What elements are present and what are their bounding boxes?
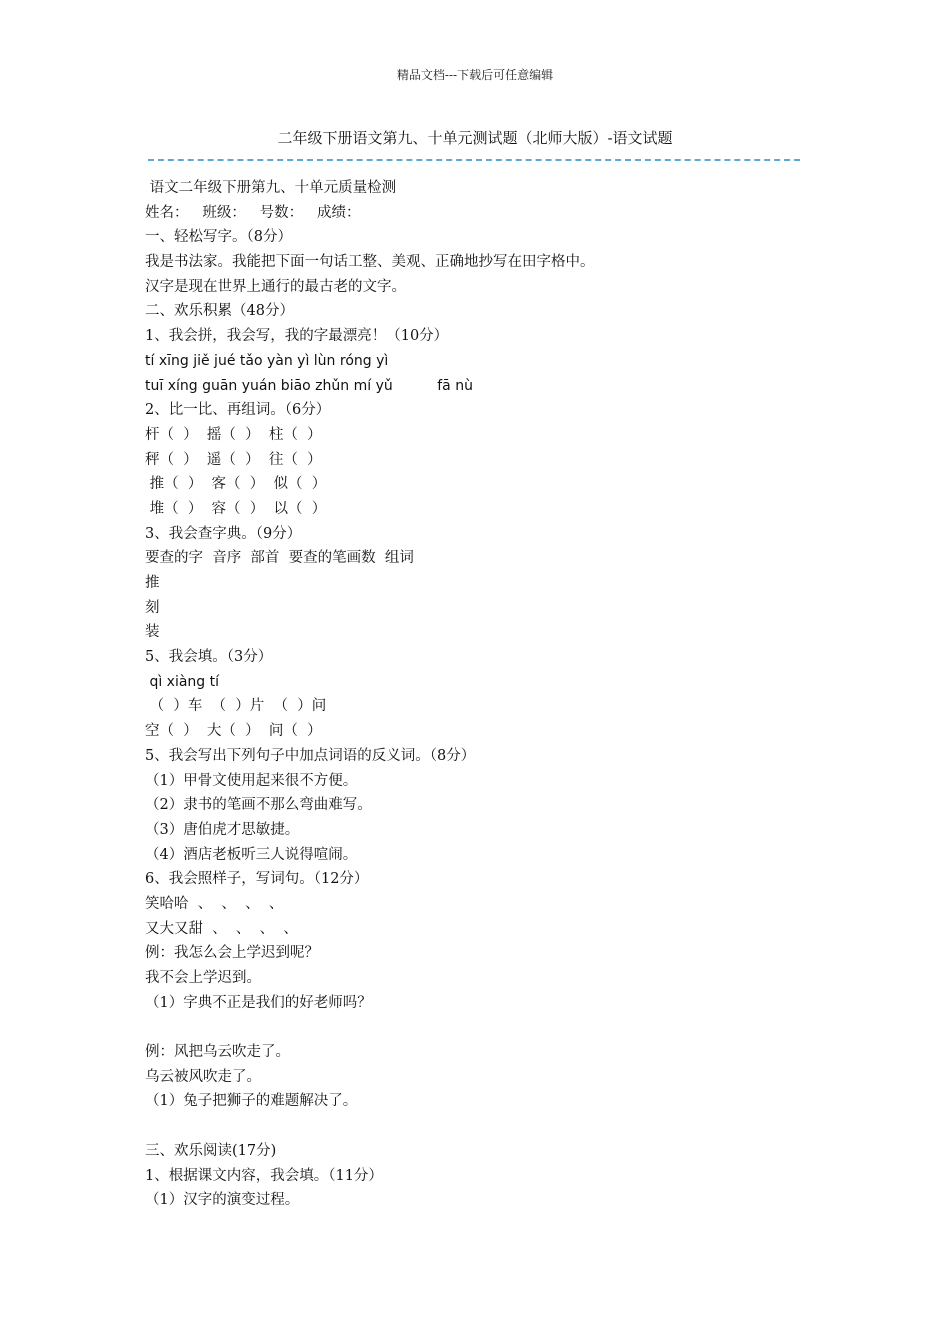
document-line: 一、轻松写字。（8分） [145,229,292,246]
document-line: 推 [145,575,160,591]
document-line [145,1015,825,1040]
document-line: 6、我会照样子，写词句。（12分） [145,871,369,888]
document-line: 5、我会写出下列句子中加点词语的反义词。（8分） [145,747,476,764]
document-line: 1、我会拼，我会写，我的字最漂亮！（10分） [145,328,449,345]
document-line: （4）酒店老板听三人说得喧闹。 [145,846,358,863]
document-line: 例：风把乌云吹走了。 [145,1044,290,1061]
document-line: （3）唐伯虎才思敏捷。 [145,821,300,838]
document-line: 我是书法家。我能把下面一句话工整、美观、正确地抄写在田字格中。 [145,254,595,271]
document-line: 又大又甜 、 、 、 、 [145,920,298,937]
document-line: 三、欢乐阅读(17分) [145,1142,277,1159]
document-line: （ ）车 （ ）片 （ ）问 [145,698,327,715]
document-line: 例：我怎么会上学迟到呢？ [145,945,319,962]
document-line: 推（ ） 客（ ） 似（ ） [145,476,327,493]
document-line: qì xiàng tí [145,673,220,690]
document-line: 2、比一比、再组词。（6分） [145,402,331,419]
document-body [145,176,825,1213]
document-line: 姓名： 班级： 号数： 成绩： [145,204,361,221]
document-line [145,1114,825,1139]
document-line: 我不会上学迟到。 [145,970,261,986]
document-line: 3、我会查字典。（9分） [145,525,302,542]
page-header: 精品文档---下载后可任意编辑 [396,68,554,82]
document-line: （1）汉字的演变过程。 [145,1192,300,1209]
document-line: 1、根据课文内容，我会填。（11分） [145,1167,383,1184]
document-line: 乌云被风吹走了。 [145,1068,261,1085]
document-line: 杆（ ） 摇（ ） 柱（ ） [145,426,322,443]
document-title: 二年级下册语文第九、十单元测试题（北师大版）-语文试题 [277,129,673,147]
document-line: 堆（ ） 容（ ） 以（ ） [145,500,327,517]
document-line: 5、我会填。（3分） [145,649,273,666]
document-line: 二、欢乐积累（48分） [145,303,294,320]
document-line: 笑哈哈 、 、 、 、 [145,895,284,912]
document-line: tuī xíng guān yuán biāo zhǔn mí yǔ fā nù [145,377,473,394]
document-line: 刻 [145,599,160,616]
title-divider [148,159,800,161]
document-line: 汉字是现在世界上通行的最古老的文字。 [145,278,406,295]
document-line: 装 [145,624,160,641]
document-line: 秤（ ） 遥（ ） 往（ ） [145,451,322,468]
document-line: tí xīng jiě jué tǎo yàn yì lùn róng yì [145,352,389,369]
document-line: 要查的字 音序 部首 要查的笔画数 组词 [145,550,414,567]
document-line: 语文二年级下册第九、十单元质量检测 [145,180,397,196]
document-line: （1）兔子把狮子的难题解决了。 [145,1093,358,1110]
document-line: （1）字典不正是我们的好老师吗？ [145,994,372,1011]
document-line: （1）甲骨文使用起来很不方便。 [145,772,358,789]
document-line: 空（ ） 大（ ） 问（ ） [145,723,322,740]
document-line: （2）隶书的笔画不那么弯曲难写。 [145,797,372,814]
